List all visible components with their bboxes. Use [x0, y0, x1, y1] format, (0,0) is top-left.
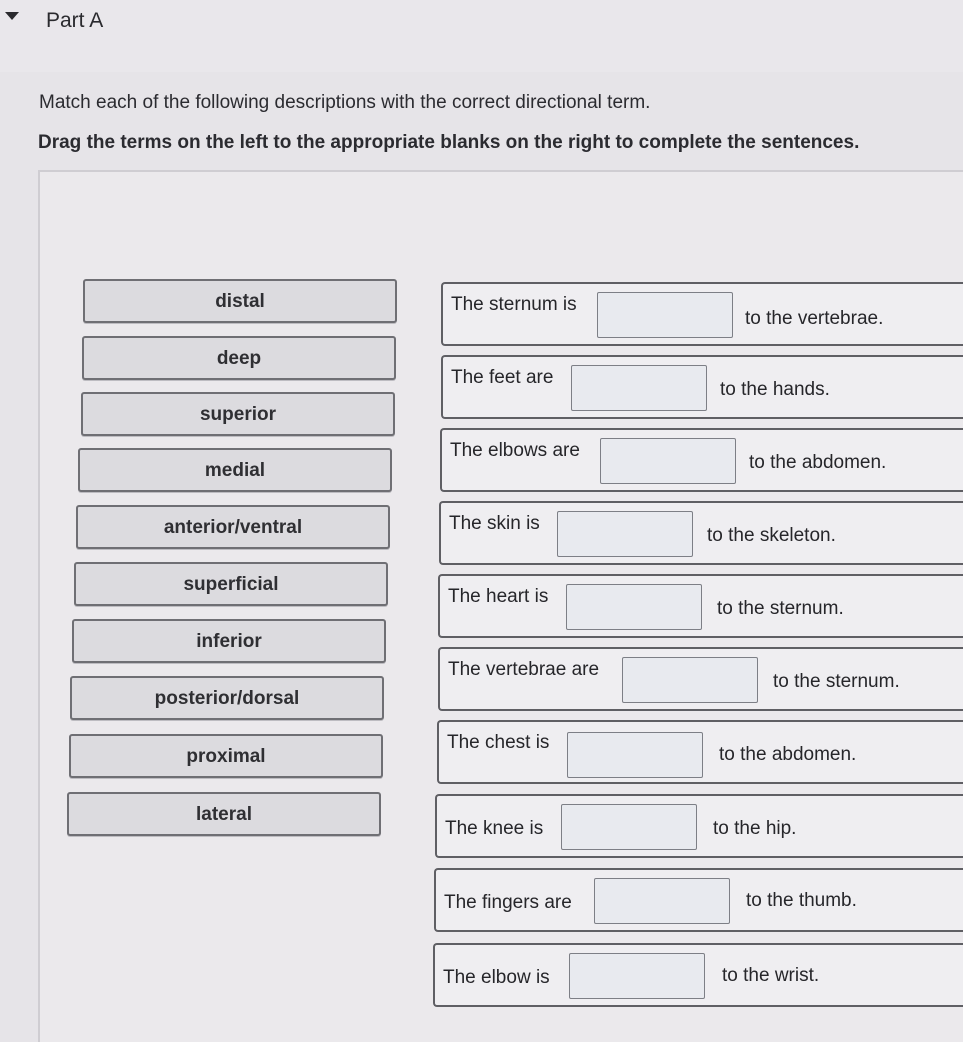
sentence-row: [437, 720, 963, 784]
sentence-prefix: The chest is: [447, 732, 550, 753]
sentence-row: [441, 282, 963, 346]
sentence-row: [433, 943, 963, 1007]
sentence-prefix: The vertebrae are: [448, 659, 600, 680]
collapse-caret-icon[interactable]: [5, 12, 19, 20]
drop-blank[interactable]: [571, 365, 707, 411]
sentence-row: [439, 501, 963, 565]
drop-blank[interactable]: [569, 953, 705, 999]
drop-blank[interactable]: [597, 292, 733, 338]
sentence-prefix: The knee is: [445, 818, 544, 839]
sentence-row: [434, 868, 963, 932]
drop-blank[interactable]: [594, 878, 730, 924]
term-lateral[interactable]: lateral: [67, 792, 381, 836]
part-header[interactable]: [0, 0, 963, 72]
sentence-suffix: to the hip.: [713, 818, 797, 839]
term-deep[interactable]: deep: [82, 336, 396, 380]
term-superior[interactable]: superior: [81, 392, 395, 436]
drop-blank[interactable]: [566, 584, 702, 630]
drop-blank[interactable]: [622, 657, 758, 703]
term-inferior[interactable]: inferior: [72, 619, 386, 663]
sentence-suffix: to the wrist.: [722, 965, 820, 986]
sentence-row: [435, 794, 963, 858]
drag-instruction-text: Drag the terms on the left to the appropriate blanks on the right to complete the sentences.: [38, 132, 860, 153]
drop-blank[interactable]: [567, 732, 703, 778]
drop-blank[interactable]: [561, 804, 697, 850]
sentence-suffix: to the sternum.: [717, 598, 844, 619]
sentence-suffix: to the abdomen.: [719, 744, 857, 765]
sentence-suffix: to the hands.: [720, 379, 830, 400]
sentence-suffix: to the sternum.: [773, 671, 900, 692]
sentence-suffix: to the vertebrae.: [745, 308, 884, 329]
term-superficial[interactable]: superficial: [74, 562, 388, 606]
term-distal[interactable]: distal: [83, 279, 397, 323]
sentence-suffix: to the abdomen.: [749, 452, 887, 473]
term-posterior-dorsal[interactable]: posterior/dorsal: [70, 676, 384, 720]
drop-blank[interactable]: [557, 511, 693, 557]
sentence-row: [440, 428, 963, 492]
sentence-prefix: The heart is: [448, 586, 549, 607]
term-anterior-ventral[interactable]: anterior/ventral: [76, 505, 390, 549]
sentence-prefix: The elbow is: [443, 967, 550, 988]
term-proximal[interactable]: proximal: [69, 734, 383, 778]
sentence-prefix: The skin is: [449, 513, 540, 534]
term-medial[interactable]: medial: [78, 448, 392, 492]
sentence-suffix: to the thumb.: [746, 890, 857, 911]
sentence-prefix: The fingers are: [444, 892, 572, 913]
part-title: Part A: [46, 9, 104, 32]
sentence-prefix: The feet are: [451, 367, 554, 388]
sentence-row: [438, 574, 963, 638]
instruction-text: Match each of the following descriptions with the correct directional term.: [39, 92, 651, 113]
sentence-row: [438, 647, 963, 711]
drop-blank[interactable]: [600, 438, 736, 484]
sentence-prefix: The elbows are: [450, 440, 580, 461]
sentence-row: [441, 355, 963, 419]
sentence-prefix: The sternum is: [451, 294, 577, 315]
sentence-suffix: to the skeleton.: [707, 525, 836, 546]
